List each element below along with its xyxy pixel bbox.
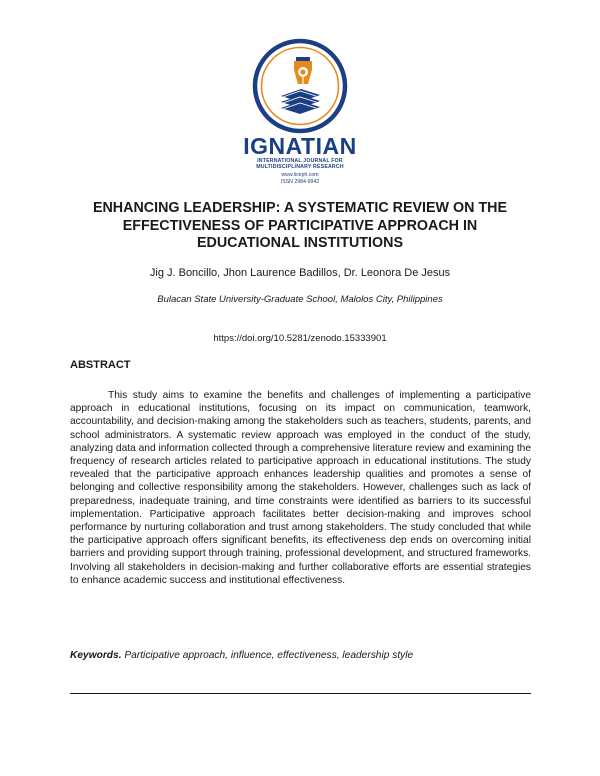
abstract-body: This study aims to examine the benefits and challenges of implementing a participative approach in educational institutions, focusing on its impact on communication, teamwork, accountability, and decision-making among the stakeholders such as teachers, students, parents, and school administrators. A systematic review approach was employed in the conduct of the study, analyzing data and information collected through a comprehensive literature review and examining the frequency of research articles related to participative approach in educational institutions. The study revealed that the participative approach enhances leadership qualities and promotes a sense of belonging and collective responsibility among the stakeholders. However, challenges such as lack of preparedness, inadequate training, and time constraints were identified as barriers to its successful implementation. Participative approach facilitates better decision-making and improves school performance by nurturing collaboration and trust among stakeholders. The study concluded that while the participative approach offers significant benefits, its effectiveness dep ends on overcoming initial barriers and providing support through training, professional development, and structured frameworks. Involving all stakeholders in decision-making and further collaborative efforts are essential strategies to enhance academic success and institutional effectiveness.: [70, 390, 531, 586]
journal-emblem-icon: [250, 36, 350, 136]
journal-logo: [0, 36, 600, 186]
paper-affiliation: Bulacan State University-Graduate School, Malolos City, Philippines: [157, 294, 443, 305]
paper-title-line2: EFFECTIVENESS OF PARTICIPATIVE APPROACH IN: [122, 217, 478, 234]
paper-authors: Jig J. Boncillo, Jhon Laurence Badillos, Dr. Leonora De Jesus: [149, 267, 451, 279]
keywords-line: [70, 650, 531, 661]
journal-tagline-line1: INTERNATIONAL JOURNAL FOR: [257, 158, 343, 164]
paper-title-line1: ENHANCING LEADERSHIP: A SYSTEMATIC REVIEW ON THE: [92, 200, 508, 216]
journal-issn: ISSN 2984-9942: [280, 179, 320, 185]
journal-name: IGNATIAN: [243, 133, 357, 159]
abstract-heading: ABSTRACT: [70, 359, 131, 371]
keywords-label: Keywords.: [70, 650, 122, 661]
paper-doi-link[interactable]: https://doi.org/10.5281/zenodo.15333901: [213, 333, 387, 344]
journal-tagline-line2: MULTIDISCIPLINARY RESEARCH: [256, 164, 344, 170]
paper-title-line3: EDUCATIONAL INSTITUTIONS: [197, 235, 403, 251]
keywords-text: Participative approach, influence, effectiveness, leadership style: [124, 650, 414, 661]
journal-website: www.iiceph.com: [281, 172, 319, 178]
section-divider: [70, 693, 531, 694]
paper-title: [60, 200, 540, 253]
